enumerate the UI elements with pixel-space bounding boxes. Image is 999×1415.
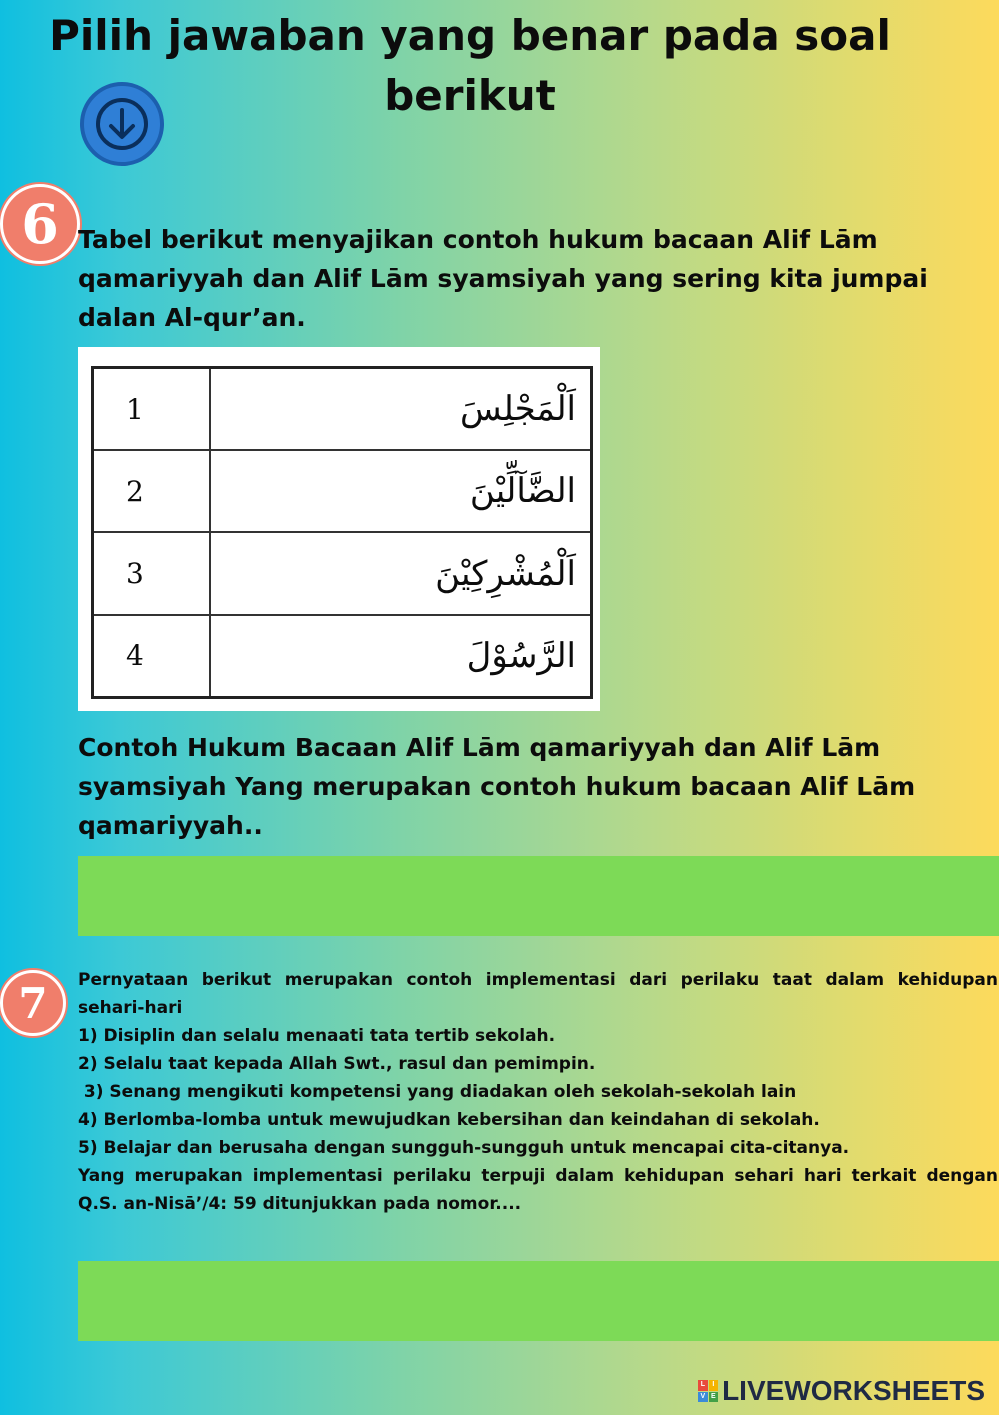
table-row (93, 368, 592, 451)
liveworksheets-brand (698, 1375, 985, 1407)
question-7-prompt: Yang merupakan implementasi perilaku terpuji dalam kehidupan sehari hari terkait dengan Q.S. an-Nisā’/4: 59 ditunjukkan pada nomor.... (78, 1166, 998, 1214)
liveworksheets-logo-icon (698, 1380, 718, 1402)
list-item: 5) Belajar dan berusaha dengan sungguh-sungguh untuk mencapai cita-citanya. (78, 1138, 850, 1158)
arabic-word: الضَّآلِّيْنَ (210, 450, 592, 532)
table-row (93, 615, 592, 698)
logo-letter: E (709, 1392, 719, 1403)
list-item: 3) Senang mengikuti kompetensi yang diadakan oleh sekolah-sekolah lain (78, 1082, 797, 1102)
arabic-word: اَلْمُشْرِكِيْنَ (210, 532, 592, 614)
list-item: 1) Disiplin dan selalu menaati tata tertib sekolah. (78, 1026, 556, 1046)
question-7-intro: Pernyataan berikut merupakan contoh implementasi dari perilaku taat dalam kehidupan sehari-hari (78, 970, 998, 1018)
question-6-subtext: Contoh Hukum Bacaan Alif Lām qamariyyah dan Alif Lām syamsiyah Yang merupakan contoh hukum bacaan Alif Lām qamariyyah.. (78, 733, 916, 840)
row-number: 1 (93, 368, 211, 451)
answer-dropzone-7[interactable] (78, 1261, 999, 1341)
question-7-text (78, 966, 998, 1218)
question-7-badge: 7 (0, 970, 66, 1036)
logo-letter: I (709, 1380, 719, 1391)
answer-dropzone-6[interactable] (78, 856, 999, 936)
row-number: 4 (93, 615, 211, 698)
arabic-word: اَلْمَجْلِسَ (210, 368, 592, 451)
table-row (93, 532, 592, 614)
scroll-down-button[interactable] (80, 82, 164, 166)
table-row (93, 450, 592, 532)
page-title: Pilih jawaban yang benar pada soal berikut (49, 11, 891, 120)
logo-letter: L (698, 1380, 708, 1391)
arabic-examples-table (78, 347, 600, 711)
arabic-word: الرَّسُوْلَ (210, 615, 592, 698)
row-number: 2 (93, 450, 211, 532)
question-6-text: Tabel berikut menyajikan contoh hukum bacaan Alif Lām qamariyyah dan Alif Lām syamsiyah yang sering kita jumpai dalan Al-qur’an. (78, 225, 928, 332)
row-number: 3 (93, 532, 211, 614)
arrow-down-icon (94, 96, 150, 152)
list-item: 4) Berlomba-lomba untuk mewujudkan kebersihan dan keindahan di sekolah. (78, 1110, 820, 1130)
list-item: 2) Selalu taat kepada Allah Swt., rasul dan pemimpin. (78, 1054, 596, 1074)
logo-letter: V (698, 1392, 708, 1403)
brand-name: LIVEWORKSHEETS (722, 1375, 985, 1406)
question-6-badge: 6 (0, 184, 80, 264)
